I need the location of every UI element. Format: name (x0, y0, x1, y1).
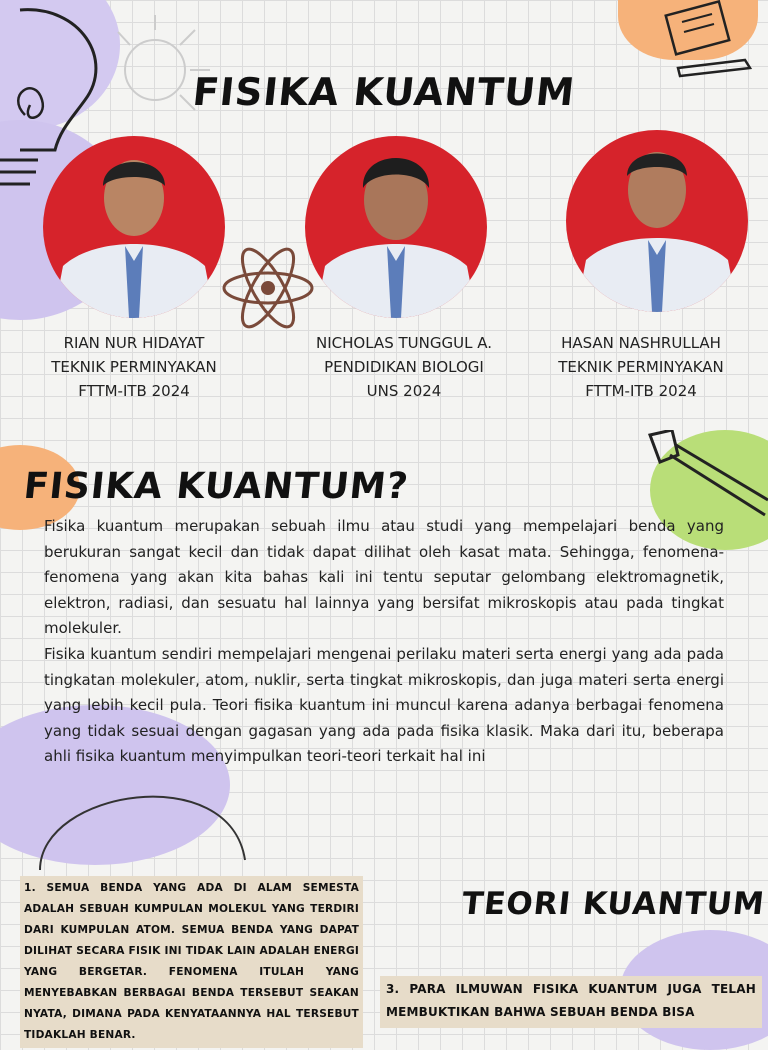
theory-note-3: 3. PARA ILMUWAN FISIKA KUANTUM JUGA TELAH MEMBUKTIKAN BAHWA SEBUAH BENDA BISA (380, 976, 762, 1028)
member-caption-1 (14, 331, 254, 403)
section-body (44, 514, 724, 770)
member-university: FTTM-ITB 2024 (585, 382, 697, 400)
page-title: FISIKA KUANTUM (190, 70, 578, 114)
member-caption-2 (284, 331, 524, 403)
member-major: TEKNIK PERMINYAKAN (51, 358, 217, 376)
member-photo-2 (305, 136, 487, 318)
paragraph: Fisika kuantum sendiri mempelajari mengenai perilaku materi serta energi yang ada pada tingkatan molekuler, atom, nuklir, serta tingkat mikroskopis, dan juga materi serta energi yang lebih kecil pula. Teori fisika kuantum ini muncul karena adanya berbagai fenomena yang tidak sesuai dengan gagasan yang ada pada fisika klasik. Maka dari itu, beberapa ahli fisika kuantum menyimpulkan teori-teori terkait hal ini (44, 644, 724, 766)
flashlight-icon (630, 430, 768, 520)
member-name: NICHOLAS TUNGGUL A. (316, 334, 492, 352)
circle-sketch-icon (30, 770, 260, 870)
member-university: FTTM-ITB 2024 (78, 382, 190, 400)
member-photo-1 (43, 136, 225, 318)
member-major: PENDIDIKAN BIOLOGI (324, 358, 484, 376)
member-photo-3 (566, 130, 748, 312)
paragraph: Fisika kuantum merupakan sebuah ilmu atau studi yang mempelajari benda yang berukuran sangat kecil dan tidak dapat dilihat oleh kasat mata. Sehingga, fenomena-fenomena yang akan kita bahas kali ini tentu seputar gelombang elektromagnetik, elektron, radiasi, dan sesuatu hal lainnya yang bersifat mikroskopis atau pada tingkat molekuler. (44, 517, 724, 638)
member-caption-3 (521, 331, 761, 403)
person-silhouette-icon (43, 136, 225, 318)
theory-title: TEORI KUANTUM (460, 886, 767, 922)
section-title: FISIKA KUANTUM? (21, 466, 411, 507)
theory-note-1: 1. SEMUA BENDA YANG ADA DI ALAM SEMESTA ADALAH SEBUAH KUMPULAN MOLEKUL YANG TERDIRI DARI KUMPULAN ATOM. SEMUA BENDA YANG DAPAT DILIHAT SECARA FISIK INI TIDAK LAIN ADALAH ENERGI YANG BERGETAR. FENOMENA ITULAH YANG MENYEBABKAN BERBAGAI BENDA TERSEBUT SEAKAN NYATA, DIMANA PADA KENYATAANNYA HAL TERSEBUT TIDAKLAH BENAR. (20, 876, 363, 1048)
atom-icon (220, 240, 316, 336)
member-university: UNS 2024 (366, 382, 442, 400)
person-silhouette-icon (566, 130, 748, 312)
member-name: RIAN NUR HIDAYAT (63, 334, 205, 352)
person-silhouette-icon (305, 136, 487, 318)
member-major: TEKNIK PERMINYAKAN (558, 358, 724, 376)
member-name: HASAN NASHRULLAH (561, 334, 721, 352)
